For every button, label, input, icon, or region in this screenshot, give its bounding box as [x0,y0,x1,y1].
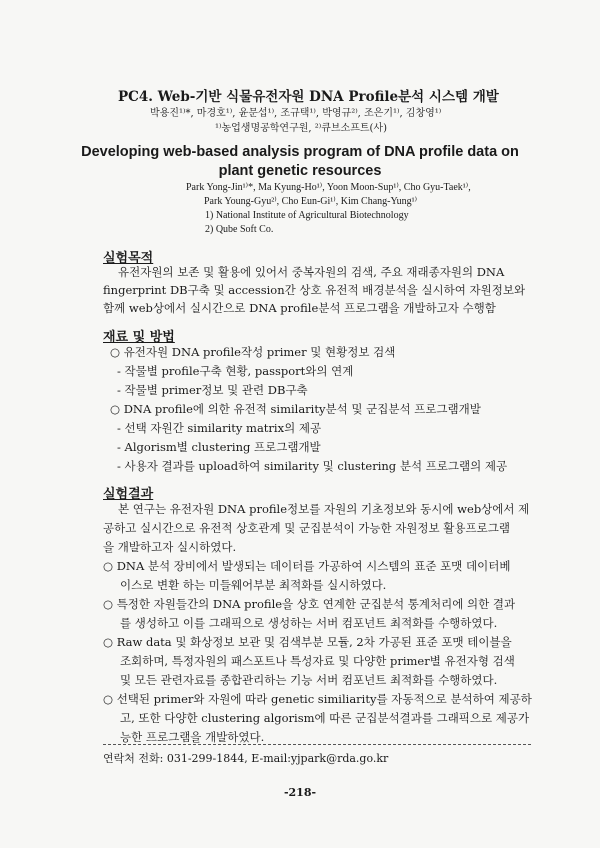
methods-line-6: - Algorism별 clustering 프로그램개발 [117,440,321,454]
methods-line-2: - 작물별 profile구축 현황, passport와의 연계 [117,364,354,378]
contact-info: 연락처 전화: 031-299-1844, E-mail:yjpark@rda.go.kr [103,752,389,765]
authors-english-line1: Park Yong-Jin¹⁾*, Ma Kyung-Ho¹⁾, Yoon Moon-Sup¹⁾, Cho Gyu-Taek¹⁾, [186,182,471,193]
results-line-9: 조회하며, 특정자원의 패스포트나 특성자료 및 다양한 primer별 유전자형 검색 [120,654,515,668]
methods-line-3: - 작물별 primer정보 및 관련 DB구축 [117,383,308,397]
page-number: -218- [283,786,317,799]
results-line-10: 및 모든 관련자료를 종합관리하는 기능 서버 컴포넌트 최적화를 수행하였다. [120,673,498,687]
methods-line-5: - 선택 자원간 similarity matrix의 제공 [117,421,322,435]
results-line-12: 고, 또한 다양한 clustering algorism에 따른 군집분석결과를 그래픽으로 제공가 [120,711,530,725]
authors-korean: 박용진¹⁾*, 마경호¹⁾, 윤문섭¹⁾, 조규택¹⁾, 박영규²⁾, 조은기¹⁾, 김창영¹⁾ [150,108,442,119]
authors-english-line2: Park Young-Gyu²⁾, Cho Eun-Gi¹⁾, Kim Chang-Yung¹⁾ [204,196,418,207]
section-title-results: 실험결과 [103,487,154,502]
methods-line-1: ○ 유전자원 DNA profile작성 primer 및 현황정보 검색 [110,345,396,359]
purpose-line-2: fingerprint DB구축 및 accession간 상호 유전적 배경분석을 실시하여 자원정보와 [103,283,526,297]
results-line-7: 를 생성하고 이를 그래픽으로 생성하는 서버 컴포넌트 최적화를 수행하였다. [120,616,498,630]
section-title-methods: 재료 및 방법 [103,330,175,345]
title-english-line2: plant genetic resources [218,163,382,179]
results-line-1: 본 연구는 유전자원 DNA profile정보를 자원의 기초정보와 동시에 web상에서 제 [118,502,530,516]
section-title-purpose: 실험목적 [103,251,154,266]
results-line-4: ○ DNA 분석 장비에서 발생되는 데이터를 가공하여 시스템의 표준 포맷 데이터베 [103,559,511,573]
results-line-6: ○ 특정한 자원들간의 DNA profile을 상호 연계한 군집분석 통계처리에 의한 결과 [103,597,516,611]
title-english-line1: Developing web-based analysis program of DNA profile data on [81,144,519,160]
affiliation-english-2: 2) Qube Soft Co. [205,224,274,235]
results-line-11: ○ 선택된 primer와 자원에 따라 genetic similiarity를 자동적으로 분석하여 제공하 [103,692,532,706]
purpose-line-1: 유전자원의 보존 및 활용에 있어서 중복자원의 검색, 주요 재래종자원의 DNA [118,265,505,279]
affiliation-korean: ¹⁾농업생명공학연구원, ²⁾큐브소프트(사) [215,123,387,134]
results-line-13: 능한 프로그램을 개발하였다. [120,730,265,744]
results-line-8: ○ Raw data 및 화상정보 보관 및 검색부분 모듈, 2차 가공된 표준 포맷 테이블을 [103,635,512,649]
results-line-5: 이스로 변환 하는 미들웨어부분 최적화를 실시하였다. [120,578,387,592]
results-line-2: 공하고 실시간으로 유전적 상호관계 및 군집분석이 가능한 자원정보 활용프로그램 [103,521,510,535]
dashed-divider [103,744,531,745]
affiliation-english-1: 1) National Institute of Agricultural Biotechnology [205,210,409,221]
methods-line-4: ○ DNA profile에 의한 유전적 similarity분석 및 군집분석 프로그램개발 [110,402,481,416]
methods-line-7: - 사용자 결과를 upload하여 similarity 및 clustering 분석 프로그램의 제공 [117,459,508,473]
results-line-3: 을 개발하고자 실시하였다. [103,540,237,554]
purpose-line-3: 함께 web상에서 실시간으로 DNA profile분석 프로그램을 개발하고자 수행함 [103,301,496,315]
title-korean: PC4. Web-기반 식물유전자원 DNA Profile분석 시스템 개발 [118,89,499,105]
